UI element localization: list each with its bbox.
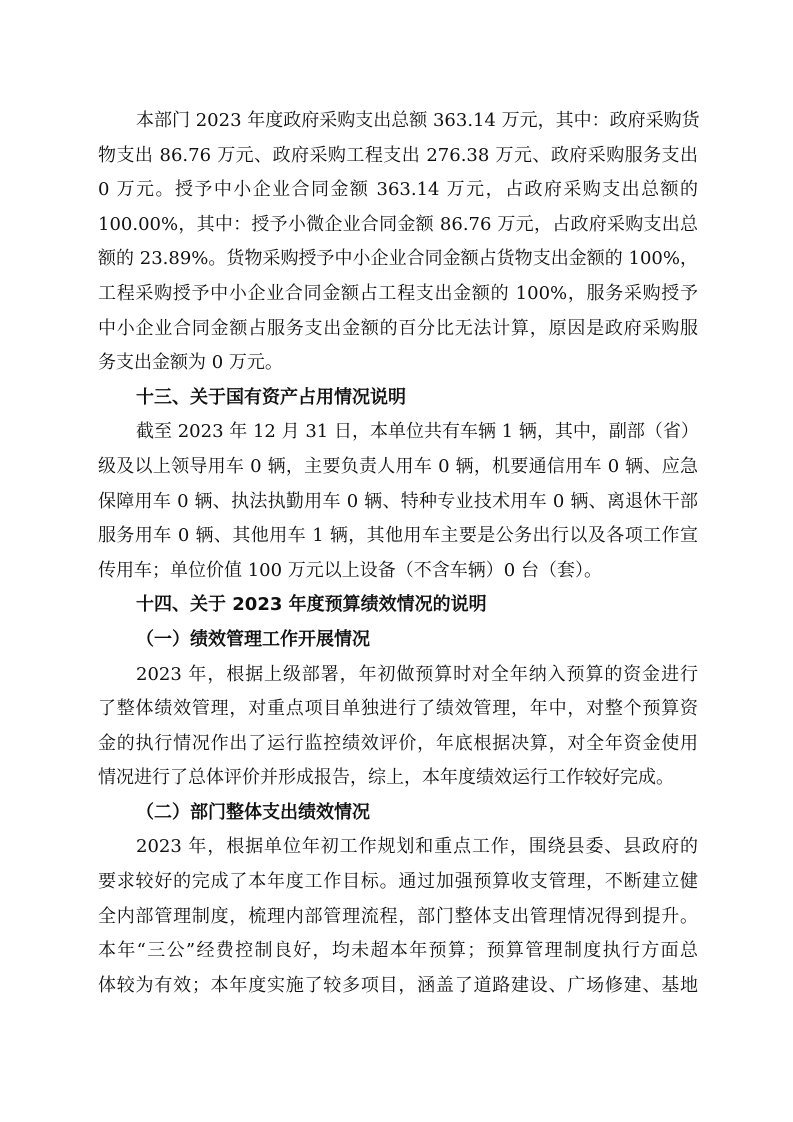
text-line: 工程采购授予中小企业合同金额占工程支出金额的 100%，服务采购授予 xyxy=(98,282,698,304)
text-line: 本年“三公”经费控制良好，均未超本年预算；预算管理制度执行方面总 xyxy=(98,940,698,962)
text-line: 了整体绩效管理，对重点项目单独进行了绩效管理，年中，对整个预算资 xyxy=(98,698,698,720)
text-line: 传用车；单位价值 100 万元以上设备（不含车辆）0 台（套）。 xyxy=(98,559,602,581)
text-line: 额的 23.89%。货物采购授予中小企业合同金额占货物支出金额的 100%， xyxy=(98,248,698,270)
section-14-heading: 十四、关于 2023 年度预算绩效情况的说明 xyxy=(136,594,487,616)
paragraph-procurement xyxy=(98,104,698,381)
subsection-1-heading: （一）绩效管理工作开展情况 xyxy=(136,628,370,650)
paragraph-overall-expenditure xyxy=(98,830,698,1003)
text-line: 要求较好的完成了本年度工作目标。通过加强预算收支管理，不断建立健 xyxy=(98,871,698,893)
text-line: 100.00%，其中：授予小微企业合同金额 86.76 万元，占政府采购支出总 xyxy=(98,213,698,235)
text-line: 中小企业合同金额占服务支出金额的百分比无法计算，原因是政府采购服 xyxy=(98,317,698,339)
text-line: 0 万元。授予中小企业合同金额 363.14 万元，占政府采购支出总额的 xyxy=(98,179,698,201)
text-line: 级及以上领导用车 0 辆，主要负责人用车 0 辆，机要通信用车 0 辆、应急 xyxy=(98,455,698,477)
text-line: 服务用车 0 辆、其他用车 1 辆，其他用车主要是公务出行以及各项工作宣 xyxy=(98,525,698,547)
text-line: 全内部管理制度，梳理内部管理流程，部门整体支出管理情况得到提升。 xyxy=(98,905,698,927)
text-line: 2023 年，根据单位年初工作规划和重点工作，围绕县委、县政府的 xyxy=(136,836,698,858)
text-line: 情况进行了总体评价并形成报告，综上，本年度绩效运行工作较好完成。 xyxy=(98,767,674,789)
text-line: 保障用车 0 辆、执法执勤用车 0 辆、特种专业技术用车 0 辆、离退休干部 xyxy=(98,490,698,512)
section-13-heading: 十三、关于国有资产占用情况说明 xyxy=(136,386,406,408)
document-body xyxy=(98,104,698,1003)
text-line: 2023 年，根据上级部署，年初做预算时对全年纳入预算的资金进行 xyxy=(136,663,698,685)
text-line: 本部门 2023 年度政府采购支出总额 363.14 万元，其中：政府采购货 xyxy=(136,110,700,131)
text-line: 体较为有效；本年度实施了较多项目，涵盖了道路建设、广场修建、基地 xyxy=(98,974,698,996)
paragraph-assets xyxy=(98,415,698,588)
paragraph-performance-management xyxy=(98,658,698,796)
text-line: 物支出 86.76 万元、政府采购工程支出 276.38 万元、政府采购服务支出 xyxy=(98,144,698,166)
text-line: 务支出金额为 0 万元。 xyxy=(98,352,283,374)
text-line: 截至 2023 年 12 月 31 日，本单位共有车辆 1 辆，其中，副部（省） xyxy=(136,421,699,443)
subsection-2-heading: （二）部门整体支出绩效情况 xyxy=(136,801,370,823)
text-line: 金的执行情况作出了运行监控绩效评价，年底根据决算，对全年资金使用 xyxy=(98,732,698,754)
